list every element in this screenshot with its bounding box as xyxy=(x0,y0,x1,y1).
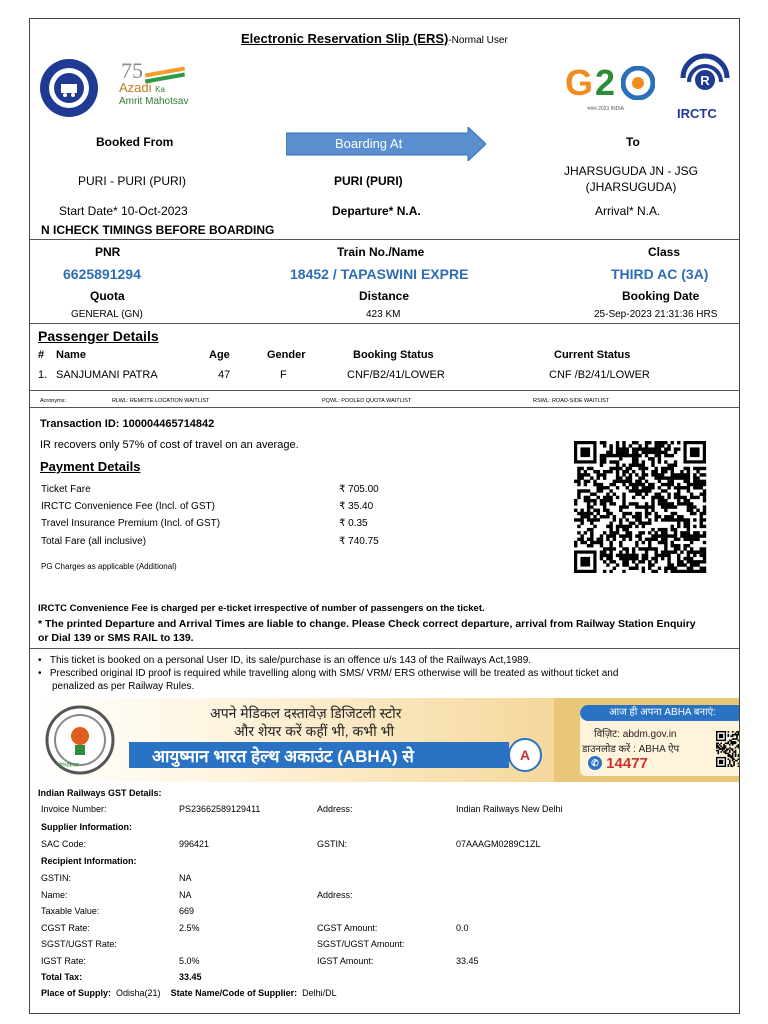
col-current-status: Current Status xyxy=(554,349,631,361)
gstin-value: 07AAAGM0289C1ZL xyxy=(456,839,541,849)
convenience-fee-value: ₹ 35.40 xyxy=(339,501,374,512)
indian-railways-logo xyxy=(39,58,99,118)
passenger-current-status: CNF /B2/41/LOWER xyxy=(549,369,650,381)
total-fare-label: Total Fare (all inclusive) xyxy=(41,536,147,547)
svg-text:R: R xyxy=(700,73,710,88)
boarding-at-label: Boarding At xyxy=(335,136,403,151)
divider xyxy=(29,323,740,324)
passenger-gender: F xyxy=(280,369,287,381)
check-timings-note: N ICHECK TIMINGS BEFORE BOARDING xyxy=(41,223,275,237)
acronym-rswl: RSWL: ROAD-SIDE WAITLIST xyxy=(533,398,610,404)
sac-label: SAC Code: xyxy=(41,839,87,849)
train-value: 18452 / TAPASWINI EXPRE xyxy=(290,266,469,282)
qr-code xyxy=(574,441,710,573)
pnr-label: PNR xyxy=(95,245,121,259)
address-value: Indian Railways New Delhi xyxy=(456,804,563,814)
timing-note-line1: * The printed Departure and Arrival Times are liable to change. Please Check correct departure, arrival from Railway Station Enquiry xyxy=(38,618,696,630)
invoice-label: Invoice Number: xyxy=(41,804,107,814)
insurance-value: ₹ 0.35 xyxy=(339,518,368,529)
abha-pill: आज ही अपना ABHA बनाएं: xyxy=(580,705,739,721)
cgst-amount-label: CGST Amount: xyxy=(317,923,378,933)
acronym-rlwl: RLWL: REMOTE LOCATION WAITLIST xyxy=(112,398,210,404)
azadi-logo: 75 Azadi Ka Amrit Mahotsav xyxy=(119,58,189,107)
recipient-gstin-label: GSTIN: xyxy=(41,873,72,883)
banner-line2: और शेयर करें कहीं भी, कभी भी xyxy=(234,723,395,739)
quota-label: Quota xyxy=(90,289,125,303)
recipient-gstin-value: NA xyxy=(179,873,192,883)
document-title: Electronic Reservation Slip (ERS)-Normal User xyxy=(241,31,508,46)
g20-logo: G 2 भारत 2023 INDIA xyxy=(565,62,665,122)
col-age: Age xyxy=(209,349,230,361)
abha-visit: विज़िट: abdm.gov.in xyxy=(594,729,677,740)
to-label: To xyxy=(626,135,640,149)
train-label: Train No./Name xyxy=(337,245,425,259)
passenger-booking-status: CNF/B2/41/LOWER xyxy=(347,369,445,381)
taxable-label: Taxable Value: xyxy=(41,906,100,916)
to-station: JHARSUGUDA JN - JSG (JHARSUGUDA) xyxy=(563,164,698,194)
abha-banner[interactable] xyxy=(34,698,739,782)
convenience-note: IRCTC Convenience Fee is charged per e-ticket irrespective of number of passengers on the ticket. xyxy=(38,603,485,614)
sac-value: 996421 xyxy=(179,839,210,849)
gstin-label: GSTIN: xyxy=(317,839,348,849)
gst-heading: Indian Railways GST Details: xyxy=(38,788,162,798)
booking-date-value: 25-Sep-2023 21:31:36 HRS xyxy=(594,309,718,320)
recipient-name-value: NA xyxy=(179,890,192,900)
insurance-label: Travel Insurance Premium (Incl. of GST) xyxy=(41,518,221,529)
banner-line3: आयुष्मान भारत हेल्थ अकाउंट (ABHA) से xyxy=(152,747,414,766)
phone-icon: ✆ xyxy=(588,756,602,770)
passenger-name: SANJUMANI PATRA xyxy=(56,369,158,381)
col-booking-status: Booking Status xyxy=(353,349,434,361)
supplier-heading: Supplier Information: xyxy=(41,822,132,832)
boarding-station: PURI (PURI) xyxy=(334,174,403,188)
acronym-pqwl: PQWL: POOLED QUOTA WAITLIST xyxy=(322,398,412,404)
recipient-name-label: Name: xyxy=(41,890,68,900)
passenger-age: 47 xyxy=(218,369,231,381)
transaction-id: Transaction ID: 100004465714842 xyxy=(40,418,215,430)
class-label: Class xyxy=(648,245,681,259)
cgst-rate-value: 2.5% xyxy=(179,923,200,933)
recovery-note: IR recovers only 57% of cost of travel on an average. xyxy=(40,439,299,451)
taxable-value: 669 xyxy=(179,906,195,916)
abha-download: डाउनलोड करें : ABHA ऐप xyxy=(582,744,680,755)
class-value: THIRD AC (3A) xyxy=(611,266,709,282)
divider xyxy=(29,407,740,408)
abha-badge-icon: A xyxy=(508,738,542,772)
pnr-value: 6625891294 xyxy=(63,266,141,282)
from-station: PURI - PURI (PURI) xyxy=(78,174,186,188)
quota-value: GENERAL (GN) xyxy=(71,309,143,320)
cgst-rate-label: CGST Rate: xyxy=(41,923,90,933)
passenger-no: 1. xyxy=(38,369,48,381)
divider xyxy=(29,239,740,240)
address-label: Address: xyxy=(317,804,353,814)
igst-amount-label: IGST Amount: xyxy=(317,956,374,966)
fare-value: ₹ 705.00 xyxy=(339,484,379,495)
rule-bullet-2-cont: penalized as per Railway Rules. xyxy=(52,681,195,692)
col-no: # xyxy=(38,349,45,361)
recipient-address-label: Address: xyxy=(317,890,353,900)
banner-line1: अपने मेडिकल दस्तावेज़ डिजिटली स्टोर xyxy=(210,705,402,721)
col-gender: Gender xyxy=(267,349,306,361)
booking-date-label: Booking Date xyxy=(622,289,700,303)
convenience-fee-label: IRCTC Convenience Fee (Incl. of GST) xyxy=(41,501,215,512)
igst-rate-label: IGST Rate: xyxy=(41,956,86,966)
recipient-heading: Recipient Information: xyxy=(41,856,137,866)
timing-note-line2: or Dial 139 or SMS RAIL to 139. xyxy=(38,632,194,644)
departure: Departure* N.A. xyxy=(332,204,421,218)
payment-details-heading: Payment Details xyxy=(40,459,141,474)
place-of-supply: Place of Supply: Odisha(21) State Name/Code of Supplier: Delhi/DL xyxy=(41,988,337,998)
pg-note: PG Charges as applicable (Additional) xyxy=(41,562,177,571)
total-fare-value: ₹ 740.75 xyxy=(339,536,379,547)
divider xyxy=(29,648,740,649)
passenger-details-heading: Passenger Details xyxy=(38,328,159,344)
irctc-logo: R IRCTC xyxy=(675,52,735,124)
start-date: Start Date* 10-Oct-2023 xyxy=(59,204,188,218)
acronyms-label: Acronyms: xyxy=(40,398,66,404)
col-name: Name xyxy=(56,349,86,361)
divider xyxy=(29,390,740,391)
sgst-amount-label: SGST/UGST Amount: xyxy=(317,939,405,949)
arrival: Arrival* N.A. xyxy=(595,204,661,218)
rule-bullet-2: • Prescribed original ID proof is required while travelling along with SMS/ VRM/ ERS otherwise will be treated as without ticket and xyxy=(38,668,619,679)
igst-amount-value: 33.45 xyxy=(456,956,479,966)
abha-logo: हेल्थकेयर xyxy=(44,704,116,776)
fare-label: Ticket Fare xyxy=(41,484,91,495)
booked-from-label: Booked From xyxy=(96,135,174,149)
distance-value: 423 KM xyxy=(366,309,401,320)
cgst-amount-value: 0.0 xyxy=(456,923,469,933)
total-tax-label: Total Tax: xyxy=(41,972,83,982)
abha-phone: ✆ 14477 xyxy=(588,755,648,772)
abha-qr-code xyxy=(716,731,739,767)
invoice-value: PS23662589129411 xyxy=(179,804,261,814)
igst-rate-value: 5.0% xyxy=(179,956,200,966)
distance-label: Distance xyxy=(359,289,410,303)
rule-bullet-1: • This ticket is booked on a personal User ID, its sale/purchase is an offence u/s 143 of the Railways Act,1989. xyxy=(38,655,532,666)
total-tax-value: 33.45 xyxy=(179,972,202,982)
sgst-rate-label: SGST/UGST Rate: xyxy=(41,939,117,949)
